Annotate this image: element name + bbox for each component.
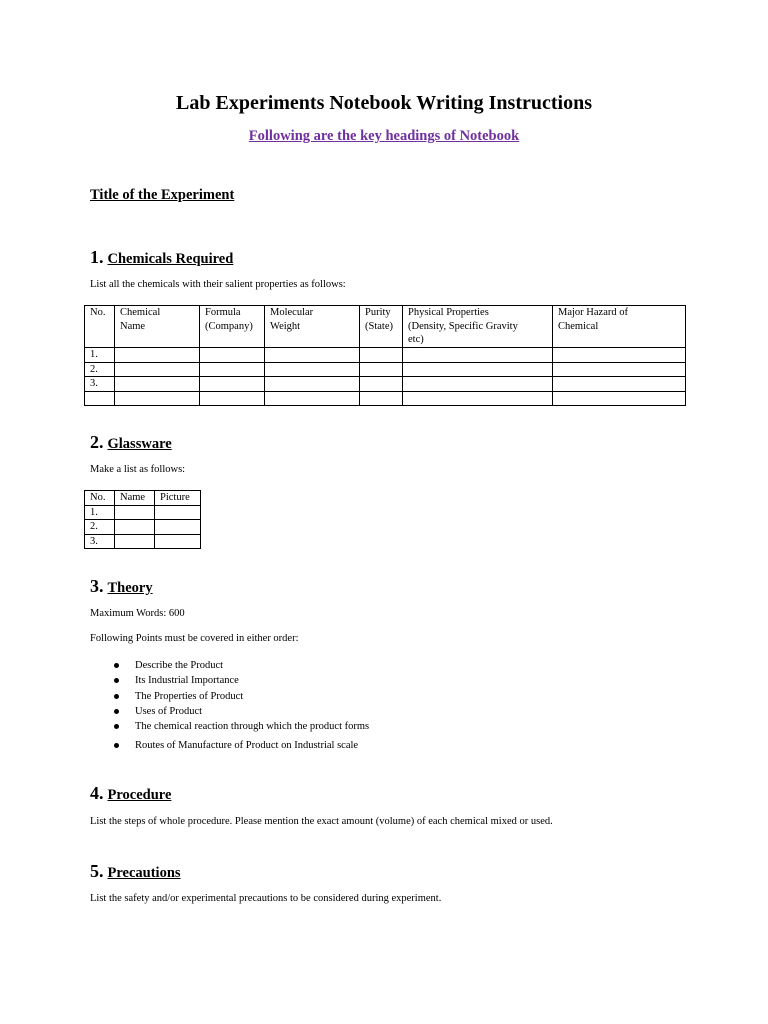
chemicals-table bbox=[84, 305, 686, 406]
table-header-cell: Name bbox=[115, 491, 155, 506]
document-subtitle: Following are the key headings of Notebook bbox=[248, 128, 520, 144]
section-chemicals-heading bbox=[90, 247, 233, 268]
table-cell: 1. bbox=[85, 348, 115, 363]
bullet-icon bbox=[114, 694, 119, 699]
theory-points-intro: Following Points must be covered in either order: bbox=[90, 633, 299, 644]
section-number: 2. bbox=[90, 432, 104, 452]
section-chemicals-text: List all the chemicals with their salient properties as follows: bbox=[90, 279, 346, 290]
theory-max-words: Maximum Words: 600 bbox=[90, 608, 185, 619]
bullet-icon bbox=[114, 663, 119, 668]
section-number: 3. bbox=[90, 576, 104, 596]
table-row bbox=[85, 391, 686, 405]
glassware-table bbox=[84, 490, 201, 549]
section-glassware-heading bbox=[90, 432, 172, 453]
table-cell: 3. bbox=[85, 534, 115, 549]
table-header-cell: Physical Properties (Density, Specific Gravity etc) bbox=[403, 306, 553, 348]
table-cell: 1. bbox=[85, 505, 115, 520]
list-item: Routes of Manufacture of Product on Industrial scale bbox=[111, 738, 369, 753]
section-title: Theory bbox=[107, 580, 153, 596]
list-item: The chemical reaction through which the product forms bbox=[111, 719, 369, 734]
table-row bbox=[85, 377, 686, 392]
bullet-icon bbox=[114, 678, 119, 683]
table-header-cell: Chemical Name bbox=[115, 306, 200, 348]
section-glassware-text: Make a list as follows: bbox=[90, 464, 186, 475]
table-row bbox=[85, 520, 201, 535]
section-title: Procedure bbox=[107, 787, 172, 803]
section-title: Glassware bbox=[107, 436, 172, 452]
theory-points-list bbox=[111, 658, 369, 754]
list-item: The Properties of Product bbox=[111, 689, 369, 704]
table-header-cell: No. bbox=[85, 491, 115, 506]
section-title: Chemicals Required bbox=[107, 251, 234, 267]
list-item: Uses of Product bbox=[111, 704, 369, 719]
section-number: 1. bbox=[90, 247, 104, 267]
table-header-cell: Picture bbox=[155, 491, 201, 506]
section-precautions-heading bbox=[90, 861, 181, 882]
section-number: 5. bbox=[90, 861, 104, 881]
list-item: Describe the Product bbox=[111, 658, 369, 673]
section-precautions-text: List the safety and/or experimental precautions to be considered during experiment. bbox=[90, 893, 442, 904]
table-row bbox=[85, 505, 201, 520]
table-header-cell: Purity (State) bbox=[360, 306, 403, 348]
bullet-icon bbox=[114, 709, 119, 714]
bullet-icon bbox=[114, 743, 119, 748]
table-header-cell: No. bbox=[85, 306, 115, 348]
table-header-cell: Molecular Weight bbox=[265, 306, 360, 348]
experiment-title-heading: Title of the Experiment bbox=[90, 187, 235, 203]
table-cell: 2. bbox=[85, 362, 115, 377]
list-item: Its Industrial Importance bbox=[111, 673, 369, 688]
table-header-cell: Major Hazard of Chemical bbox=[553, 306, 686, 348]
table-row bbox=[85, 362, 686, 377]
table-header-row bbox=[85, 491, 201, 506]
table-cell: 3. bbox=[85, 377, 115, 392]
section-procedure-text: List the steps of whole procedure. Please mention the exact amount (volume) of each chemical mixed or used. bbox=[90, 816, 553, 827]
section-theory-heading bbox=[90, 576, 153, 597]
section-procedure-heading bbox=[90, 783, 171, 804]
table-header-cell: Formula (Company) bbox=[200, 306, 265, 348]
table-cell bbox=[85, 391, 115, 405]
table-row bbox=[85, 348, 686, 363]
section-title: Precautions bbox=[107, 865, 181, 881]
table-header-row bbox=[85, 306, 686, 348]
bullet-icon bbox=[114, 724, 119, 729]
document-title: Lab Experiments Notebook Writing Instructions bbox=[176, 92, 592, 114]
section-number: 4. bbox=[90, 783, 104, 803]
table-row bbox=[85, 534, 201, 549]
table-cell: 2. bbox=[85, 520, 115, 535]
